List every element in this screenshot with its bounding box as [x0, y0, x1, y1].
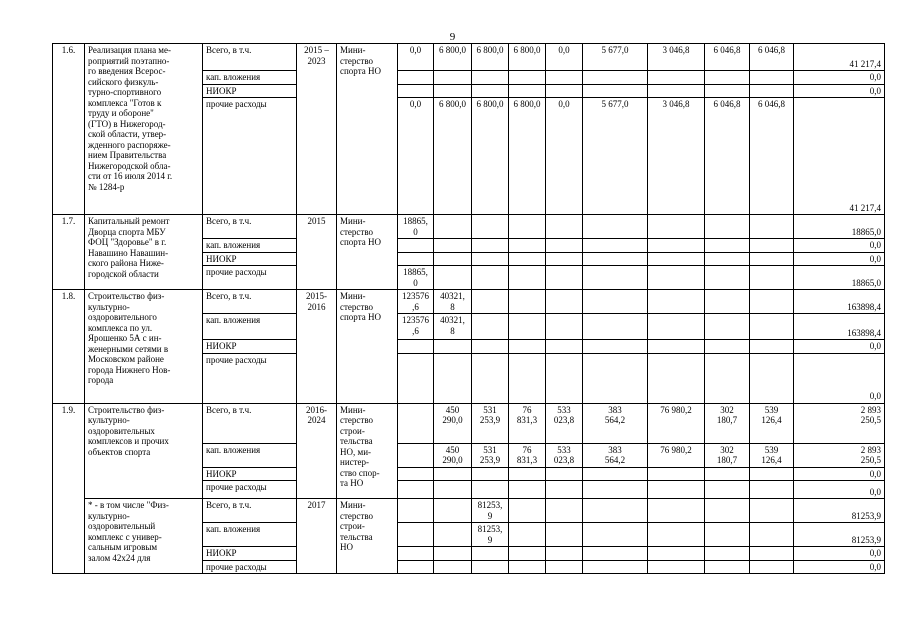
year-value: 76 980,2 — [648, 403, 705, 443]
year-value — [434, 560, 472, 574]
item-description-text: * - в том числе "Физ- культурно- оздоровительный комплекс с универ- сальным игровым залом 42х24 для — [88, 500, 169, 563]
year-value — [750, 71, 794, 85]
year-value — [434, 215, 472, 239]
year-value: 450 290,0 — [434, 443, 472, 467]
year-value — [583, 467, 648, 481]
year-value — [546, 290, 583, 314]
year-value: 76 980,2 — [648, 443, 705, 467]
total-value: 81253,9 — [794, 523, 885, 547]
year-value — [583, 481, 648, 499]
year-value — [509, 560, 546, 574]
row-number-label: 1.9. — [61, 404, 76, 415]
total-value: 0,0 — [794, 481, 885, 499]
year-value — [546, 252, 583, 266]
year-value — [583, 314, 648, 340]
year-value — [546, 499, 583, 523]
year-value: 5 677,0 — [583, 98, 648, 215]
total-value: 18865,0 — [794, 215, 885, 239]
year-value — [509, 499, 546, 523]
total-value: 0,0 — [794, 71, 885, 85]
total-value: 0,0 — [794, 560, 885, 574]
year-value — [398, 71, 434, 85]
total-value: 0,0 — [794, 353, 885, 403]
year-value — [583, 84, 648, 98]
year-value — [509, 523, 546, 547]
item-description — [85, 44, 203, 215]
total-value: 41 217,4 — [794, 44, 885, 71]
year-value — [434, 547, 472, 561]
year-value — [648, 353, 705, 403]
executor: Мини- стерство спорта НО — [337, 44, 398, 215]
years-period: 2016- 2024 — [297, 403, 337, 499]
year-value — [648, 84, 705, 98]
year-value — [750, 353, 794, 403]
year-value — [546, 560, 583, 574]
year-value — [583, 252, 648, 266]
total-value: 2 893 250,5 — [794, 443, 885, 467]
year-value — [705, 266, 750, 290]
years-period: 2015- 2016 — [297, 290, 337, 404]
year-value: 81253, 9 — [472, 523, 509, 547]
cost-category: Всего, в т.ч. — [203, 403, 297, 443]
year-value — [434, 523, 472, 547]
cost-category: прочие расходы — [203, 266, 297, 290]
year-value — [705, 340, 750, 354]
year-value: 3 046,8 — [648, 44, 705, 71]
year-value — [434, 481, 472, 499]
year-value — [472, 84, 509, 98]
cost-category: кап. вложения — [203, 71, 297, 85]
year-value — [750, 499, 794, 523]
year-value — [472, 252, 509, 266]
year-value — [509, 84, 546, 98]
cost-category: НИОКР — [203, 547, 297, 561]
item-description — [85, 403, 203, 499]
year-value — [648, 215, 705, 239]
table-row — [53, 215, 885, 239]
year-value — [434, 353, 472, 403]
year-value — [583, 523, 648, 547]
year-value: 6 800,0 — [472, 98, 509, 215]
year-value — [398, 353, 434, 403]
year-value — [472, 467, 509, 481]
cost-category: кап. вложения — [203, 443, 297, 467]
cost-category: кап. вложения — [203, 523, 297, 547]
cost-category: НИОКР — [203, 252, 297, 266]
cost-category: кап. вложения — [203, 239, 297, 253]
year-value: 6 800,0 — [509, 44, 546, 71]
year-value — [583, 499, 648, 523]
year-value — [509, 340, 546, 354]
year-value: 5 677,0 — [583, 44, 648, 71]
year-value — [750, 239, 794, 253]
year-value — [398, 84, 434, 98]
year-value: 450 290,0 — [434, 403, 472, 443]
year-value — [583, 560, 648, 574]
year-value: 0,0 — [546, 98, 583, 215]
year-value — [583, 547, 648, 561]
year-value — [705, 239, 750, 253]
year-value: 40321, 8 — [434, 290, 472, 314]
year-value — [705, 353, 750, 403]
year-value — [705, 481, 750, 499]
year-value — [546, 266, 583, 290]
year-value — [546, 547, 583, 561]
year-value — [472, 215, 509, 239]
year-value — [398, 481, 434, 499]
year-value — [398, 467, 434, 481]
total-value: 163898,4 — [794, 314, 885, 340]
year-value: 6 800,0 — [472, 44, 509, 71]
page-number: 9 — [449, 31, 456, 43]
year-value — [583, 353, 648, 403]
year-value — [509, 481, 546, 499]
year-value — [705, 314, 750, 340]
year-value — [472, 239, 509, 253]
year-value — [398, 252, 434, 266]
year-value — [434, 84, 472, 98]
year-value — [546, 481, 583, 499]
year-value — [509, 215, 546, 239]
cost-category: НИОКР — [203, 340, 297, 354]
year-value: 531 253,9 — [472, 443, 509, 467]
year-value: 6 800,0 — [434, 98, 472, 215]
year-value: 6 046,8 — [750, 98, 794, 215]
year-value — [750, 523, 794, 547]
year-value: 6 800,0 — [509, 98, 546, 215]
year-value — [705, 215, 750, 239]
year-value — [472, 353, 509, 403]
years-period: 2017 — [297, 499, 337, 574]
years-period: 2015 – 2023 — [297, 44, 337, 215]
cost-category: Всего, в т.ч. — [203, 290, 297, 314]
year-value — [472, 71, 509, 85]
row-number: 1.6. — [53, 44, 85, 215]
year-value — [750, 215, 794, 239]
year-value — [398, 523, 434, 547]
year-value — [583, 340, 648, 354]
year-value — [509, 71, 546, 85]
year-value — [472, 560, 509, 574]
year-value — [750, 84, 794, 98]
year-value — [583, 239, 648, 253]
year-value — [472, 481, 509, 499]
year-value — [434, 71, 472, 85]
year-value — [472, 340, 509, 354]
years-period: 2015 — [297, 215, 337, 290]
year-value — [546, 353, 583, 403]
year-value: 533 023,8 — [546, 443, 583, 467]
year-value: 18865, 0 — [398, 215, 434, 239]
total-value: 81253,9 — [794, 499, 885, 523]
table-row — [53, 403, 885, 443]
year-value — [434, 252, 472, 266]
item-description-text: Строительство физ- культурно- оздоровительного комплекса по ул. Ярошенко 5А с ин- женерными сетями в Московском районе города Нижнего Нов- города — [88, 291, 171, 385]
year-value: 81253, 9 — [472, 499, 509, 523]
year-value — [750, 481, 794, 499]
total-value: 163898,4 — [794, 290, 885, 314]
total-value: 0,0 — [794, 239, 885, 253]
year-value — [434, 340, 472, 354]
year-value — [648, 71, 705, 85]
cost-category: прочие расходы — [203, 98, 297, 215]
year-value — [472, 290, 509, 314]
cost-category: Всего, в т.ч. — [203, 215, 297, 239]
year-value — [509, 239, 546, 253]
total-value: 18865,0 — [794, 266, 885, 290]
year-value: 302 180,7 — [705, 443, 750, 467]
year-value — [648, 499, 705, 523]
year-value — [705, 560, 750, 574]
year-value — [648, 239, 705, 253]
year-value — [472, 314, 509, 340]
total-value: 0,0 — [794, 340, 885, 354]
year-value — [705, 290, 750, 314]
budget-table — [52, 43, 885, 574]
total-value: 0,0 — [794, 547, 885, 561]
year-value — [509, 266, 546, 290]
year-value — [648, 467, 705, 481]
year-value — [705, 84, 750, 98]
year-value — [750, 290, 794, 314]
year-value — [434, 266, 472, 290]
total-value: 41 217,4 — [794, 98, 885, 215]
year-value — [434, 239, 472, 253]
executor: Мини- стерство спорта НО — [337, 290, 398, 404]
year-value: 123576 ,6 — [398, 314, 434, 340]
year-value: 531 253,9 — [472, 403, 509, 443]
year-value — [398, 239, 434, 253]
year-value: 533 023,8 — [546, 403, 583, 443]
item-description-text: Строительство физ- культурно- оздоровительных комплексов и прочих объектов спорта — [88, 404, 169, 457]
cost-category: кап. вложения — [203, 314, 297, 340]
executor: Мини- стерство строи- тельства НО — [337, 499, 398, 574]
year-value — [750, 266, 794, 290]
year-value — [546, 84, 583, 98]
year-value — [398, 547, 434, 561]
year-value — [648, 547, 705, 561]
year-value: 302 180,7 — [705, 403, 750, 443]
year-value — [648, 340, 705, 354]
year-value: 0,0 — [398, 98, 434, 215]
item-description — [85, 290, 203, 404]
year-value — [509, 353, 546, 403]
year-value — [583, 71, 648, 85]
year-value — [583, 215, 648, 239]
year-value — [750, 467, 794, 481]
year-value — [705, 547, 750, 561]
total-value: 0,0 — [794, 252, 885, 266]
cost-category: НИОКР — [203, 467, 297, 481]
cost-category: прочие расходы — [203, 481, 297, 499]
year-value — [648, 523, 705, 547]
item-description-text: Капитальный ремонт Дворца спорта МБУ ФОЦ "Здоровье" в г. Навашино Навашин- ского района Ниже- городской области — [88, 216, 170, 279]
year-value — [509, 252, 546, 266]
year-value — [398, 443, 434, 467]
year-value — [648, 481, 705, 499]
year-value: 3 046,8 — [648, 98, 705, 215]
row-number: 1.7. — [53, 215, 85, 290]
year-value: 76 831,3 — [509, 403, 546, 443]
year-value — [750, 547, 794, 561]
year-value: 123576 ,6 — [398, 290, 434, 314]
year-value — [648, 252, 705, 266]
year-value — [546, 71, 583, 85]
year-value: 76 831,3 — [509, 443, 546, 467]
year-value — [705, 252, 750, 266]
year-value — [509, 467, 546, 481]
total-value: 0,0 — [794, 467, 885, 481]
year-value — [472, 266, 509, 290]
year-value — [398, 403, 434, 443]
year-value — [750, 252, 794, 266]
item-description — [85, 499, 203, 574]
year-value — [705, 523, 750, 547]
cost-category: НИОКР — [203, 84, 297, 98]
table-row — [53, 44, 885, 71]
year-value: 383 564,2 — [583, 443, 648, 467]
year-value — [705, 71, 750, 85]
year-value — [509, 547, 546, 561]
year-value — [398, 340, 434, 354]
executor: Мини- стерство строи- тельства НО, ми- нистер- ство спор- та НО — [337, 403, 398, 499]
year-value — [472, 547, 509, 561]
table-body — [53, 44, 885, 574]
table-row — [53, 290, 885, 314]
year-value — [546, 239, 583, 253]
year-value: 6 046,8 — [750, 44, 794, 71]
year-value: 6 800,0 — [434, 44, 472, 71]
year-value — [398, 499, 434, 523]
year-value — [509, 290, 546, 314]
year-value: 6 046,8 — [705, 98, 750, 215]
year-value — [648, 266, 705, 290]
year-value — [546, 467, 583, 481]
year-value — [583, 266, 648, 290]
table-row — [53, 499, 885, 523]
year-value — [509, 314, 546, 340]
year-value — [583, 290, 648, 314]
year-value: 539 126,4 — [750, 443, 794, 467]
cost-category: Всего, в т.ч. — [203, 499, 297, 523]
year-value — [546, 340, 583, 354]
row-number: 1.8. — [53, 290, 85, 404]
year-value — [398, 560, 434, 574]
total-value: 0,0 — [794, 84, 885, 98]
year-value: 18865, 0 — [398, 266, 434, 290]
year-value — [546, 523, 583, 547]
year-value — [750, 314, 794, 340]
year-value: 0,0 — [546, 44, 583, 71]
year-value: 383 564,2 — [583, 403, 648, 443]
year-value — [546, 215, 583, 239]
row-number — [53, 403, 85, 574]
total-value: 2 893 250,5 — [794, 403, 885, 443]
cost-category: прочие расходы — [203, 353, 297, 403]
year-value: 6 046,8 — [705, 44, 750, 71]
year-value — [648, 314, 705, 340]
year-value — [705, 499, 750, 523]
year-value — [750, 560, 794, 574]
item-description-text: Реализация плана ме- роприятий поэтапно- го введения Всерос- сийского физкуль- турно-спортивного комплекса "Готов к труду и обороне" (ГТО) в Нижегород- ской области, утвер- жденного распоряже- нием Правительства Нижегородской обла- сти от 16 июля 2014 г. № 1284-р — [88, 45, 173, 192]
year-value: 40321, 8 — [434, 314, 472, 340]
year-value: 0,0 — [398, 44, 434, 71]
cost-category: Всего, в т.ч. — [203, 44, 297, 71]
year-value — [750, 340, 794, 354]
year-value — [648, 560, 705, 574]
year-value: 539 126,4 — [750, 403, 794, 443]
year-value — [434, 499, 472, 523]
executor: Мини- стерство спорта НО — [337, 215, 398, 290]
year-value — [705, 467, 750, 481]
year-value — [434, 467, 472, 481]
year-value — [648, 290, 705, 314]
year-value — [546, 314, 583, 340]
item-description — [85, 215, 203, 290]
cost-category: прочие расходы — [203, 560, 297, 574]
